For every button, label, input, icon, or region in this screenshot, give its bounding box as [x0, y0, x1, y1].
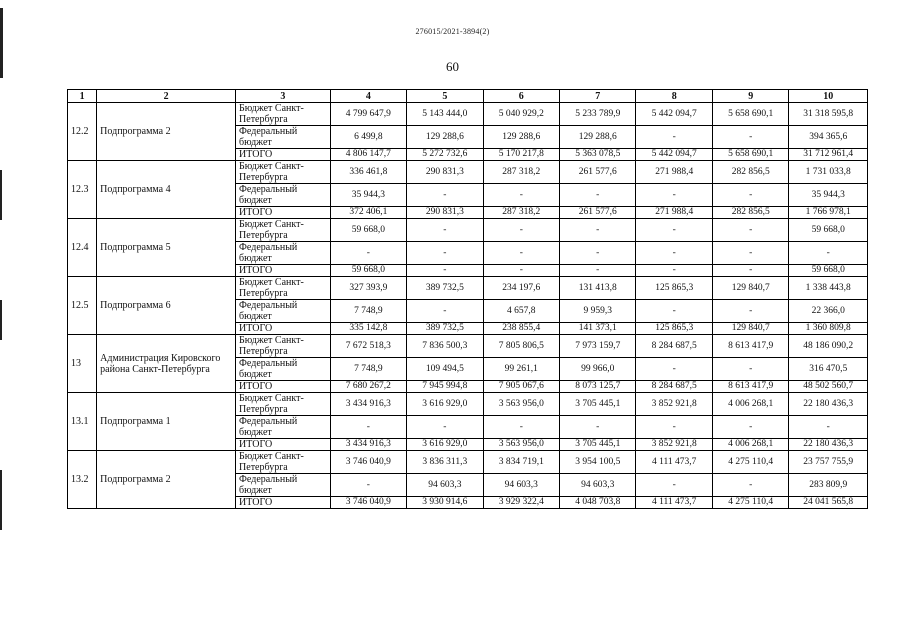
amount-cell: 5 233 789,9: [560, 103, 636, 126]
funding-source: Бюджет Санкт-Петербурга: [236, 451, 331, 474]
amount-cell: 35 944,3: [789, 184, 868, 207]
column-header: 6: [483, 90, 559, 103]
funding-source: Федеральный бюджет: [236, 126, 331, 149]
amount-cell: 129 288,6: [483, 126, 559, 149]
column-header: 10: [789, 90, 868, 103]
amount-cell: 282 856,5: [712, 161, 788, 184]
amount-cell: 1 731 033,8: [789, 161, 868, 184]
amount-cell: 389 732,5: [407, 277, 483, 300]
amount-cell: 316 470,5: [789, 358, 868, 381]
amount-cell: 5 442 094,7: [636, 149, 712, 161]
amount-cell: -: [560, 184, 636, 207]
amount-cell: 5 658 690,1: [712, 149, 788, 161]
funding-source: Федеральный бюджет: [236, 358, 331, 381]
table-row: [68, 451, 868, 474]
column-header: 3: [236, 90, 331, 103]
amount-cell: -: [636, 184, 712, 207]
amount-cell: -: [712, 242, 788, 265]
amount-cell: 3 834 719,1: [483, 451, 559, 474]
amount-cell: 3 930 914,6: [407, 497, 483, 509]
amount-cell: 7 748,9: [330, 300, 406, 323]
program-name: Подпрограмма 5: [97, 219, 236, 277]
row-code: 12.2: [68, 103, 97, 161]
funding-source: Федеральный бюджет: [236, 184, 331, 207]
amount-cell: 7 680 267,2: [330, 381, 406, 393]
amount-cell: 261 577,6: [560, 207, 636, 219]
amount-cell: -: [407, 184, 483, 207]
funding-source: Бюджет Санкт-Петербурга: [236, 277, 331, 300]
amount-cell: 287 318,2: [483, 161, 559, 184]
amount-cell: 5 143 444,0: [407, 103, 483, 126]
amount-cell: 238 855,4: [483, 323, 559, 335]
amount-cell: 4 111 473,7: [636, 497, 712, 509]
column-header: 1: [68, 90, 97, 103]
amount-cell: 394 365,6: [789, 126, 868, 149]
amount-cell: 282 856,5: [712, 207, 788, 219]
program-name: Администрация Кировского района Санкт-Петербурга: [97, 335, 236, 393]
amount-cell: 8 284 687,5: [636, 335, 712, 358]
document-id: 276015/2021-3894(2): [415, 27, 490, 36]
amount-cell: -: [330, 474, 406, 497]
funding-source: Федеральный бюджет: [236, 416, 331, 439]
amount-cell: -: [712, 358, 788, 381]
amount-cell: 5 040 929,2: [483, 103, 559, 126]
amount-cell: 3 563 956,0: [483, 439, 559, 451]
amount-cell: 7 748,9: [330, 358, 406, 381]
funding-source: ИТОГО: [236, 207, 331, 219]
amount-cell: 4 275 110,4: [712, 497, 788, 509]
amount-cell: 3 434 916,3: [330, 439, 406, 451]
amount-cell: 35 944,3: [330, 184, 406, 207]
amount-cell: 8 284 687,5: [636, 381, 712, 393]
amount-cell: -: [712, 416, 788, 439]
amount-cell: 3 705 445,1: [560, 439, 636, 451]
program-name: Подпрограмма 1: [97, 393, 236, 451]
amount-cell: 3 836 311,3: [407, 451, 483, 474]
amount-cell: -: [407, 416, 483, 439]
amount-cell: 24 041 565,8: [789, 497, 868, 509]
funding-source: Бюджет Санкт-Петербурга: [236, 335, 331, 358]
amount-cell: 327 393,9: [330, 277, 406, 300]
funding-source: ИТОГО: [236, 497, 331, 509]
scan-edge-mark: [0, 300, 2, 340]
amount-cell: 8 613 417,9: [712, 381, 788, 393]
column-header: 8: [636, 90, 712, 103]
amount-cell: 389 732,5: [407, 323, 483, 335]
column-header: 9: [712, 90, 788, 103]
amount-cell: 129 840,7: [712, 323, 788, 335]
amount-cell: -: [330, 242, 406, 265]
amount-cell: 125 865,3: [636, 323, 712, 335]
amount-cell: 5 272 732,6: [407, 149, 483, 161]
amount-cell: 290 831,3: [407, 161, 483, 184]
table-row: [68, 103, 868, 126]
amount-cell: -: [636, 358, 712, 381]
amount-cell: -: [712, 184, 788, 207]
amount-cell: 3 705 445,1: [560, 393, 636, 416]
funding-source: ИТОГО: [236, 265, 331, 277]
amount-cell: -: [636, 242, 712, 265]
amount-cell: 131 413,8: [560, 277, 636, 300]
amount-cell: 59 668,0: [789, 265, 868, 277]
amount-cell: 22 180 436,3: [789, 393, 868, 416]
funding-source: ИТОГО: [236, 323, 331, 335]
amount-cell: 271 988,4: [636, 207, 712, 219]
amount-cell: 94 603,3: [483, 474, 559, 497]
amount-cell: 22 366,0: [789, 300, 868, 323]
funding-source: Федеральный бюджет: [236, 474, 331, 497]
amount-cell: 335 142,8: [330, 323, 406, 335]
amount-cell: -: [407, 242, 483, 265]
amount-cell: 7 672 518,3: [330, 335, 406, 358]
amount-cell: 3 746 040,9: [330, 497, 406, 509]
amount-cell: -: [636, 265, 712, 277]
row-code: 12.4: [68, 219, 97, 277]
amount-cell: 271 988,4: [636, 161, 712, 184]
amount-cell: 3 852 921,8: [636, 439, 712, 451]
amount-cell: -: [560, 219, 636, 242]
amount-cell: 3 563 956,0: [483, 393, 559, 416]
amount-cell: 109 494,5: [407, 358, 483, 381]
header-row: [68, 90, 868, 103]
amount-cell: 372 406,1: [330, 207, 406, 219]
amount-cell: -: [407, 219, 483, 242]
amount-cell: 234 197,6: [483, 277, 559, 300]
row-code: 12.3: [68, 161, 97, 219]
amount-cell: 94 603,3: [560, 474, 636, 497]
amount-cell: -: [636, 126, 712, 149]
amount-cell: 5 658 690,1: [712, 103, 788, 126]
table-row: [68, 219, 868, 242]
program-name: Подпрограмма 4: [97, 161, 236, 219]
column-header: 7: [560, 90, 636, 103]
amount-cell: 3 954 100,5: [560, 451, 636, 474]
amount-cell: 129 288,6: [560, 126, 636, 149]
page-number: 60: [446, 59, 459, 74]
amount-cell: -: [483, 242, 559, 265]
amount-cell: 5 363 078,5: [560, 149, 636, 161]
amount-cell: 5 442 094,7: [636, 103, 712, 126]
amount-cell: -: [483, 184, 559, 207]
budget-table: [67, 89, 868, 509]
amount-cell: 23 757 755,9: [789, 451, 868, 474]
funding-source: Бюджет Санкт-Петербурга: [236, 161, 331, 184]
amount-cell: 4 275 110,4: [712, 451, 788, 474]
funding-source: ИТОГО: [236, 439, 331, 451]
amount-cell: -: [560, 265, 636, 277]
amount-cell: 3 616 929,0: [407, 393, 483, 416]
amount-cell: -: [407, 265, 483, 277]
amount-cell: -: [712, 219, 788, 242]
table-row: [68, 335, 868, 358]
amount-cell: 3 434 916,3: [330, 393, 406, 416]
column-header: 5: [407, 90, 483, 103]
scan-edge-mark: [0, 170, 2, 220]
amount-cell: 5 170 217,8: [483, 149, 559, 161]
amount-cell: 48 502 560,7: [789, 381, 868, 393]
amount-cell: -: [407, 300, 483, 323]
funding-source: ИТОГО: [236, 381, 331, 393]
amount-cell: 1 338 443,8: [789, 277, 868, 300]
amount-cell: 59 668,0: [330, 219, 406, 242]
amount-cell: -: [636, 474, 712, 497]
amount-cell: 4 048 703,8: [560, 497, 636, 509]
amount-cell: -: [712, 474, 788, 497]
row-code: 13.2: [68, 451, 97, 509]
amount-cell: -: [483, 219, 559, 242]
amount-cell: -: [712, 126, 788, 149]
amount-cell: 129 840,7: [712, 277, 788, 300]
amount-cell: 283 809,9: [789, 474, 868, 497]
amount-cell: 287 318,2: [483, 207, 559, 219]
amount-cell: 7 905 067,6: [483, 381, 559, 393]
funding-source: Федеральный бюджет: [236, 242, 331, 265]
amount-cell: -: [560, 416, 636, 439]
funding-source: Бюджет Санкт-Петербурга: [236, 393, 331, 416]
funding-source: Бюджет Санкт-Петербурга: [236, 219, 331, 242]
funding-source: Федеральный бюджет: [236, 300, 331, 323]
program-name: Подпрограмма 6: [97, 277, 236, 335]
amount-cell: 99 261,1: [483, 358, 559, 381]
amount-cell: -: [330, 416, 406, 439]
amount-cell: 7 945 994,8: [407, 381, 483, 393]
amount-cell: 261 577,6: [560, 161, 636, 184]
amount-cell: 290 831,3: [407, 207, 483, 219]
amount-cell: 3 852 921,8: [636, 393, 712, 416]
column-header: 2: [97, 90, 236, 103]
program-name: Подпрограмма 2: [97, 103, 236, 161]
amount-cell: 4 006 268,1: [712, 393, 788, 416]
amount-cell: 99 966,0: [560, 358, 636, 381]
funding-source: Бюджет Санкт-Петербурга: [236, 103, 331, 126]
row-code: 12.5: [68, 277, 97, 335]
amount-cell: -: [483, 265, 559, 277]
amount-cell: 31 318 595,8: [789, 103, 868, 126]
column-header: 4: [330, 90, 406, 103]
amount-cell: 4 006 268,1: [712, 439, 788, 451]
amount-cell: 9 959,3: [560, 300, 636, 323]
amount-cell: -: [789, 416, 868, 439]
amount-cell: 336 461,8: [330, 161, 406, 184]
amount-cell: 3 746 040,9: [330, 451, 406, 474]
amount-cell: -: [636, 416, 712, 439]
amount-cell: 59 668,0: [789, 219, 868, 242]
amount-cell: -: [789, 242, 868, 265]
amount-cell: 22 180 436,3: [789, 439, 868, 451]
amount-cell: 3 616 929,0: [407, 439, 483, 451]
amount-cell: 94 603,3: [407, 474, 483, 497]
funding-source: ИТОГО: [236, 149, 331, 161]
amount-cell: 48 186 090,2: [789, 335, 868, 358]
table-row: [68, 393, 868, 416]
amount-cell: 141 373,1: [560, 323, 636, 335]
amount-cell: 1 766 978,1: [789, 207, 868, 219]
amount-cell: 125 865,3: [636, 277, 712, 300]
amount-cell: 8 073 125,7: [560, 381, 636, 393]
amount-cell: 4 799 647,9: [330, 103, 406, 126]
amount-cell: 1 360 809,8: [789, 323, 868, 335]
amount-cell: 4 806 147,7: [330, 149, 406, 161]
scan-edge-mark: [0, 470, 2, 530]
amount-cell: 8 613 417,9: [712, 335, 788, 358]
table-row: [68, 277, 868, 300]
amount-cell: 7 805 806,5: [483, 335, 559, 358]
amount-cell: -: [712, 265, 788, 277]
program-name: Подпрограмма 2: [97, 451, 236, 509]
table-row: [68, 161, 868, 184]
amount-cell: 7 973 159,7: [560, 335, 636, 358]
amount-cell: -: [483, 416, 559, 439]
amount-cell: 3 929 322,4: [483, 497, 559, 509]
amount-cell: 129 288,6: [407, 126, 483, 149]
amount-cell: 6 499,8: [330, 126, 406, 149]
row-code: 13: [68, 335, 97, 393]
amount-cell: 4 111 473,7: [636, 451, 712, 474]
amount-cell: -: [636, 300, 712, 323]
amount-cell: -: [712, 300, 788, 323]
row-code: 13.1: [68, 393, 97, 451]
amount-cell: 59 668,0: [330, 265, 406, 277]
amount-cell: -: [560, 242, 636, 265]
amount-cell: -: [636, 219, 712, 242]
amount-cell: 4 657,8: [483, 300, 559, 323]
amount-cell: 7 836 500,3: [407, 335, 483, 358]
amount-cell: 31 712 961,4: [789, 149, 868, 161]
